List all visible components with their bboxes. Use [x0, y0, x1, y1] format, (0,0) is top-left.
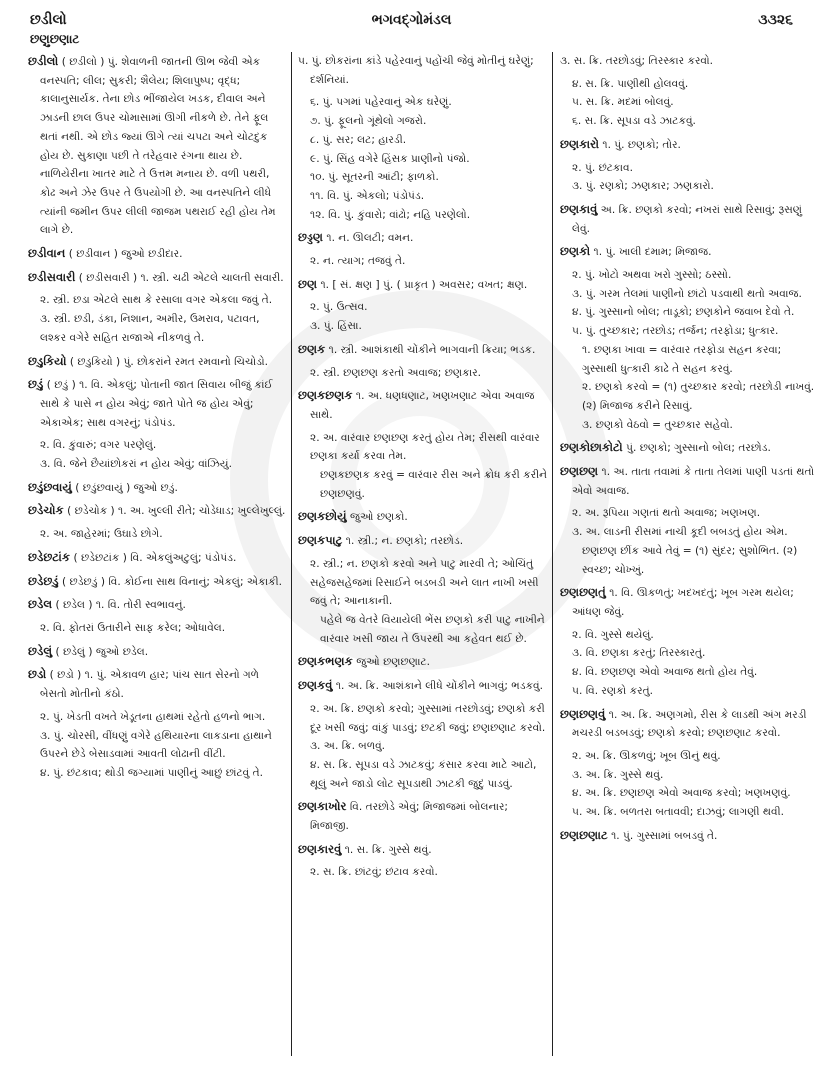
definition-text: ( છડેલું ) જુઓ છડેલ.: [55, 645, 149, 658]
headword: છડુંછવાયું: [28, 479, 72, 494]
dictionary-entry: [560, 52, 816, 71]
entry-sense: [28, 455, 286, 474]
headword: છણછણાટ: [560, 827, 608, 842]
headword: છણકપાટુ: [298, 533, 343, 548]
entry-sense: [560, 93, 816, 112]
dictionary-entry: [28, 478, 286, 498]
definition-text: જુઓ છણછણાટ.: [356, 656, 431, 669]
definition-text: ૩. સ્ત્રી. છડી, ડંકા, નિશાન, અમીર, ઉમરાવ, પટાવત, લશ્કર વગેરે સહિત રાજાએ નીકળવું તે.: [40, 313, 260, 344]
definition-text: ૨. વિ. કુંવારું; વગર પરણેલું.: [40, 439, 157, 452]
definition-text: ૧. છણકા ખાવા = વારંવાર તરફોડા સહન કરવા; ગુસ્સાથી ધુત્કારી કાઢે તે સહન કરવું.: [582, 343, 782, 375]
headword: છણકભણક: [298, 654, 353, 669]
definition-text: વિ. તરછોડે એવું; મિજાજમાં બોલનાર; મિજાજી.: [310, 801, 508, 833]
dictionary-entry: [28, 375, 286, 432]
entry-sense: [298, 364, 548, 383]
entry-sense: [560, 663, 816, 682]
definition-text: ( છડુંછવાયું ) જુઓ છડું.: [75, 481, 178, 494]
headword: છણકોછાકોટો: [560, 440, 623, 455]
dictionary-entry: [298, 676, 548, 696]
definition-text: ૧. સ્ત્રી.; ન. છણકો; તરછોડ.: [345, 535, 464, 548]
column-divider: [291, 52, 292, 1056]
definition-text: ( છડેછટાંક ) વિ. એકલુંઅટુલું; પંડોપંડ.: [73, 551, 237, 564]
headword: છડેચોક: [28, 503, 64, 518]
headword: છણકાવું: [560, 201, 598, 216]
dictionary-entry: [28, 595, 286, 615]
definition-text: ૫. અ. ક્રિ. બળતરા બતાવવી; દાઝવું; લાગણી થવી.: [572, 806, 784, 819]
headword: છણકવું: [298, 678, 333, 693]
definition-text: ૩. પું. હિંસા.: [310, 320, 362, 333]
entry-sense: [28, 436, 286, 455]
definition-text: ૩. છણકો વેઠવો = તુચ્છકાર સહેવો.: [582, 418, 733, 431]
entry-sense: [560, 803, 816, 822]
entry-sense: [298, 737, 548, 756]
dictionary-entry: [298, 531, 548, 551]
definition-text: ૨. અ. ક્રિ. ઊકળવું; ખૂબ ઊનું થવું.: [572, 749, 721, 762]
headword: છણકાખોર: [298, 799, 347, 814]
definition-text: ૧. પું. છણકો; તોર.: [602, 138, 681, 151]
entry-sense: [560, 784, 816, 803]
definition-text: ૨. વિ. ફોતરાં ઉતારીને સાફ કરેલ; ઓધાવેલ.: [40, 621, 226, 634]
definition-text: ૨. સ્ત્રી.; ન. છણકો કરવો અને પાટુ મારવી તે; ઓચિંતું સહેજસહેજમાં રિસાઈને બડબડી અને લાત નાખી ખસી જવું તે; આનાકાની.: [310, 557, 539, 608]
dictionary-entry: [560, 583, 816, 621]
entry-sense: [298, 168, 548, 187]
entry-sense: [298, 206, 548, 225]
entry-sense: [560, 75, 816, 94]
entry-sense: [298, 131, 548, 150]
headword: છણકારો: [560, 136, 599, 151]
headword: છડેછડું: [28, 573, 59, 588]
entry-sense: [28, 291, 286, 310]
definition-text: ૧. અ. તાતા તવામાં કે તાતા તેલમાં પાણી પડતાં થતો એવો અવાજ.: [572, 466, 815, 497]
definition-text: ૨. સ્ત્રી. છડા એટલે સાથ કે રસાલા વગર એકલા જવું તે.: [40, 294, 273, 307]
entry-sense: [560, 285, 816, 304]
definition-text: ૫. સ. ક્રિ. મદમાં બોલવું.: [572, 96, 674, 109]
entry-sense: [560, 766, 816, 785]
dictionary-entry: [28, 352, 286, 372]
dictionary-entry: [298, 52, 548, 89]
definition-text: ૨. અ. વારંવાર છણછણ કરતું હોય તેમ; રીસથી વારંવાર છણકા કર્યા કરવા તેમ.: [310, 431, 540, 463]
dictionary-entry: [560, 826, 816, 846]
column-right: [560, 52, 816, 1056]
dictionary-entry: [28, 501, 286, 521]
definition-text: ૪. સ. ક્રિ. પાણીથી હોલવવું.: [572, 77, 689, 90]
definition-text: ૪. અ. ક્રિ. છણછણ એવો અવાજ કરવો; ખણખણવું.: [572, 787, 791, 800]
entry-sense: [298, 429, 548, 466]
entry-sense: [298, 298, 548, 317]
definition-text: ૩. પું. ચોરસી, વીંધણું વગેરે હથિયારના લાકડાના હાથાને ઉપરને છેડે બેસાડવામાં આવતી લોઢાની વીંટી.: [40, 729, 272, 761]
dictionary-entry: [298, 386, 548, 424]
entry-sense: [298, 112, 548, 131]
headword: છણક: [298, 341, 326, 356]
dictionary-entry: [560, 462, 816, 500]
definition-text: ૧. પું. ખાલી દમામ; મિજાજ.: [593, 246, 712, 259]
headword: છડ્ડણ: [298, 230, 323, 245]
definition-text: ૫. વિ. રણકો કરતું.: [572, 684, 653, 697]
definition-text: ૨. અ. જાહેરમાં; ઉઘાડે છોગે.: [40, 528, 163, 541]
definition-text: જુઓ છણકો.: [350, 511, 408, 524]
dictionary-entry: [28, 52, 286, 240]
headword: છડીલો: [28, 54, 59, 68]
entry-sense: [298, 611, 548, 648]
definition-text: ૨. અ. રૂપિયા ગણતાં થતો અવાજ; ખણખણ.: [572, 507, 761, 520]
headword: છડીવાન: [28, 246, 66, 261]
entry-sense: [28, 310, 286, 347]
entry-sense: [560, 177, 816, 196]
dictionary-entry: [298, 275, 548, 295]
column-divider: [552, 52, 553, 1056]
definition-text: ૪. વિ. છણછણ એવો અવાજ થતો હોય તેવું.: [572, 666, 758, 679]
definition-text: ૨. પું. ખોટો અથવા ખરો ગુસ્સો; ઠસ્સો.: [572, 269, 732, 282]
definition-text: ૨. પું. ઉત્સવ.: [310, 301, 368, 314]
entry-sense: [298, 466, 548, 503]
entry-sense: [298, 93, 548, 112]
entry-sense: [28, 727, 286, 764]
dictionary-entry: [560, 705, 816, 743]
entry-sense: [560, 504, 816, 523]
dictionary-entry: [28, 665, 286, 703]
entry-sense: [28, 619, 286, 638]
entry-sense: [298, 700, 548, 737]
definition-text: ( છડો ) ૧. પું. એકાવળ હાર; પાંચ સાત સેરનો ગળે બેસતો મોતીનો કંઠો.: [40, 669, 260, 701]
entry-sense: [560, 322, 816, 341]
dictionary-entry: [28, 642, 286, 662]
definition-text: ૫. પું. છોકરાંના કાંડે પહેરવાનું પહોંચી જેવું મોતીનું ઘરેણું; દર્શનિયાં.: [298, 55, 534, 86]
entry-sense: [560, 112, 816, 131]
definition-text: ૨. ન. ત્યાગ; તજવું તે.: [310, 255, 406, 268]
entry-sense: [560, 747, 816, 766]
dictionary-entry: [298, 652, 548, 672]
headword: છણકો: [560, 244, 591, 259]
headword: છડેછટાંક: [28, 549, 71, 564]
definition-text: ૪. સ. ક્રિ. સૂપડા વડે ઝાટકવું; કંસાર કરવા માટે આટો, થૂલું અને જાડો લોટ સૂપડાથી ઝાટકી જુદું પાડવું.: [310, 758, 537, 790]
definition-text: ( છડેછડું ) વિ. કોઈના સાથ વિનાનું; એકલું; એકાકી.: [62, 575, 283, 588]
dictionary-entry: [560, 200, 816, 238]
definition-text: ૩. વિ. છણકા કરતું; તિરસ્કારતું.: [572, 647, 706, 660]
definition-text: ૧. [ સં. ક્ષણ ] પું. ( પ્રાકૃત ) અવસર; વખત; ક્ષણ.: [320, 278, 528, 291]
headword: છડીસવારી: [28, 269, 76, 284]
definition-text: ૪. પું. છંટકાવ; થોડી જગ્યામાં પાણીનું આછું છાંટવું તે.: [40, 766, 264, 779]
dictionary-entry: [28, 268, 286, 288]
entry-sense: [560, 523, 816, 542]
definition-text: ૬. સ. ક્રિ. સૂપડા વડે ઝાટકવું.: [572, 115, 696, 128]
definition-text: ૧. સ. ક્રિ. ગુસ્સે થવું.: [344, 843, 432, 856]
definition-text: ૭. પું. ફૂલનો ગૂંથેલો ગજરો.: [310, 115, 427, 128]
definition-text: ૧. સ્ત્રી. આશંકાથી ચોંકીને ભાગવાની ક્રિયા; ભડક.: [328, 343, 536, 356]
dictionary-entry: [28, 244, 286, 264]
headword: છણછણતું: [560, 585, 606, 600]
headword: છડેલ: [28, 597, 53, 612]
dictionary-entry: [560, 438, 816, 458]
definition-text: છણછણ છીંક આવે તેવું = (૧) સુંદર; સુશોભિત. (૨) સ્વચ્છ; ચોખ્ખું.: [582, 544, 798, 576]
headword: છણકછોયું: [298, 509, 347, 524]
definition-text: પું. છણકો; ગુસ્સાનો બોલ; તરછોડ.: [626, 442, 771, 455]
entry-sense: [560, 159, 816, 178]
headword: છણછણ: [560, 464, 599, 479]
entry-sense: [28, 708, 286, 727]
guide-word-sub: છણુછણાટ: [30, 32, 80, 46]
definition-text: ૨. અ. ક્રિ. છણકો કરવો; ગુસ્સામાં તરછોડવું; છણકો કરી દૂર ખસી જવું; વાંકું પાડવું; છટકી જવું; છણછણાટ કરવો.: [310, 702, 546, 734]
definition-text: ( છડેચોક ) ૧. અ. ખુલ્લી રીતે; ચોડેધાડ; ખુલ્લેખુલ્લું.: [67, 505, 286, 518]
definition-text: ૯. પું. સિંહ વગેરે હિંસક પ્રાણીનો પંજો.: [310, 152, 470, 165]
definition-text: અ. ક્રિ. છણકો કરવો; નખરાં સાથે રિસાવું; રૂસણું લેવું.: [572, 203, 803, 235]
definition-text: ( છડીવાન ) જુઓ છડીદાર.: [68, 248, 183, 261]
guide-word-left: છડીલો: [30, 12, 67, 28]
definition-text: ૪. પું. ગુસ્સાનો બોલ; તાડૂકો; છણકોને જવાબ દેવો તે.: [572, 306, 795, 319]
entry-sense: [298, 150, 548, 169]
definition-text: ૧. અ. ક્રિ. અણગમો, રીસ કે લાડથી અંગ મરડી મચરડી બડબડવું; છણકો કરવો; છણછણાટ કરવો.: [572, 708, 807, 740]
definition-text: ૩. પું. રણકો; ઝણકાર; ઝણકારો.: [572, 180, 714, 193]
running-header: [30, 12, 793, 32]
definition-text: ૧૨. વિ. પું. કુંવારો; વાંઢો; નહિ પરણેલો.: [310, 208, 471, 221]
headword: છડેલું: [28, 643, 53, 658]
definition-text: ૩. પું. ગરમ તેલમાં પાણીનો છાંટો પડવાથી થતો અવાજ.: [572, 287, 802, 300]
entry-sense: [298, 252, 548, 271]
headword: છણ: [298, 276, 318, 291]
definition-text: ૧. પું. ગુસ્સામાં બબડવું તે.: [611, 829, 718, 842]
headword: છડુકિયો: [28, 353, 67, 368]
headword: છણકછણક: [298, 388, 353, 403]
entry-sense: [298, 187, 548, 206]
dictionary-entry: [298, 340, 548, 360]
definition-text: છણકછણક કરવું = વારંવાર રીસ અને ક્રોધ કરી કરીને છણછણવું.: [320, 469, 548, 500]
definition-text: ૧. ન. ઊલટી; વમન.: [326, 232, 414, 245]
definition-text: ૨. છણકો કરવો = (૧) તુચ્છકાર કરવો; તરછોડી નાખવું. (૨) મિજાજ કરીને રિસાવું.: [582, 381, 815, 412]
definition-text: ૧૧. વિ. પું. એકલો; પંડોપંડ.: [310, 189, 425, 202]
entry-sense: [28, 525, 286, 544]
dictionary-entry: [298, 228, 548, 248]
entry-sense: [560, 341, 816, 378]
dictionary-entry: [298, 507, 548, 527]
page-number: ૩૩૨૬: [758, 12, 793, 28]
entry-sense: [560, 626, 816, 645]
definition-text: ૨. પું. છંટકાવ.: [572, 161, 633, 174]
entry-sense: [298, 863, 548, 882]
column-left: [28, 52, 286, 1056]
headword: છડો: [28, 667, 47, 682]
entry-sense: [298, 555, 548, 611]
entry-sense: [560, 266, 816, 285]
headword: છણકારવું: [298, 841, 342, 856]
definition-text: ૫. પું. તુચ્છકાર; તરછોડ; તર્જન; તરફોડા; ધુત્કાર.: [572, 325, 779, 338]
definition-text: ૧૦. પું. સૂતરની આંટી; ફાળકો.: [310, 171, 439, 184]
entry-sense: [560, 682, 816, 701]
dictionary-title: ભગવદ્ગોમંડલ: [371, 12, 452, 28]
definition-text: ૬. પું. પગમાં પહેરવાનું એક ઘરેણું.: [310, 96, 452, 109]
definition-text: ૨. પું. ખેડતી વખતે ખેડૂતના હાથમાં રહેતો હળનો ભાગ.: [40, 710, 266, 723]
definition-text: ૧. અ. ક્રિ. આશંકાને લીધે ચોંકીને ભાગવું; ભડકવું.: [335, 680, 544, 693]
headword: છણછણવું: [560, 706, 606, 721]
definition-text: ( છડું ) ૧. વિ. એકલું; પોતાની જાત સિવાય બીજું કાંઈ સાથે કે પાસે ન હોય એવું; જાતે પોતે જ હોય એવું; એકાએક; સાથ વગરનું; પંડોપંડ.: [40, 379, 273, 429]
definition-text: ૨. સ. ક્રિ. છાંટવું; છંટાવ કરવો.: [310, 866, 438, 879]
entry-sense: [560, 542, 816, 579]
entry-sense: [560, 644, 816, 663]
dictionary-entry: [560, 135, 816, 155]
definition-text: ( છડેલ ) ૧. વિ. તોરી સ્વભાવનું.: [55, 599, 186, 612]
entry-sense: [560, 378, 816, 415]
dictionary-entry: [298, 797, 548, 835]
definition-text: ૧. અ. ધણધણાટ, ખણખણાટ એવા અવાજ સાથે.: [310, 390, 535, 421]
definition-text: પહેલે જ વેતરે વિયાયેલી ભેંસ છણકો કરી પાટુ નાખીને વારંવાર ખસી જાય તે ઉપરથી આ કહેવત થઈ છે.: [320, 613, 545, 645]
dictionary-columns: [24, 52, 817, 1056]
definition-text: ૧. વિ. ઊકળતું; ખદખદતું; ખૂબ ગરમ થયેલ; આંધણ જેવું.: [572, 587, 794, 618]
entry-sense: [28, 764, 286, 783]
column-middle: [298, 52, 548, 1056]
dictionary-entry: [28, 548, 286, 568]
definition-text: ( છડુકિયો ) પું. છોકરાંને રમત રમવાનો ચિચોડો.: [69, 355, 268, 368]
dictionary-entry: [298, 840, 548, 860]
definition-text: ( છડીસવારી ) ૧. સ્ત્રી. ચઢી એટલે ચાલતી સવારી.: [78, 271, 284, 284]
dictionary-entry: [28, 572, 286, 592]
definition-text: ૩. અ. ક્રિ. ગુસ્સે થવું.: [572, 768, 664, 781]
definition-text: ૮. પું. સર; લટ; હારડી.: [310, 133, 407, 146]
headword: છડું: [28, 377, 44, 392]
entry-sense: [298, 317, 548, 336]
entry-sense: [298, 756, 548, 793]
definition-text: ( છડીલો ) પું. શેવાળની જાતની ઊભ જેવી એક વનસ્પતિ; લીલ; સુકરી; શૈલેય; શિલાપુષ્પ; વૃદ્ધ; કાલાનુસાર્યક. તેના છોડ ભીંજાયેલ ખડક, દીવાલ અને ઝાડની છાલ ઉપર ચોમાસામાં ઊગી નીકળે છે. તેને ફૂલ થતાં નથી. એ છોડ જ્યાં ઊગે ત્યાં ચપટા અને ચોટદુક હોય છે. સુકાણા પછી તે તરેહવાર રંગના થાય છે. નાળિયેરીના ખાતર માટે તે ઉત્તમ મનાય છે. વળી પથરી, કોઢ અને ઝેર ઉપર તે ઉપયોગી છે. આ વનસ્પતિને લીધે ત્યાંની જમીન ઉપર લીલી જાજમ પથરાઈ રહી હોય તેમ લાગે છે.: [40, 56, 276, 237]
entry-sense: [560, 416, 816, 435]
definition-text: ૩. સ. ક્રિ. તરછોડવું; તિરસ્કાર કરવો.: [560, 55, 714, 67]
definition-text: ૨. વિ. ગુસ્સે થયેલું.: [572, 628, 654, 641]
definition-text: ૩. અ. લાડની રીસમાં નાચી કૂદી બબડતું હોય એમ.: [572, 526, 788, 539]
definition-text: ૩. અ. ક્રિ. બળવું.: [310, 740, 386, 753]
definition-text: ૩. વિ. જેને છૈયાંછોકરાં ન હોય એવું; વાંઝિયું.: [40, 458, 232, 471]
definition-text: ૨. સ્ત્રી. છણછણ કરતો અવાજ; છણકાર.: [310, 366, 482, 379]
dictionary-entry: [560, 242, 816, 262]
entry-sense: [560, 303, 816, 322]
